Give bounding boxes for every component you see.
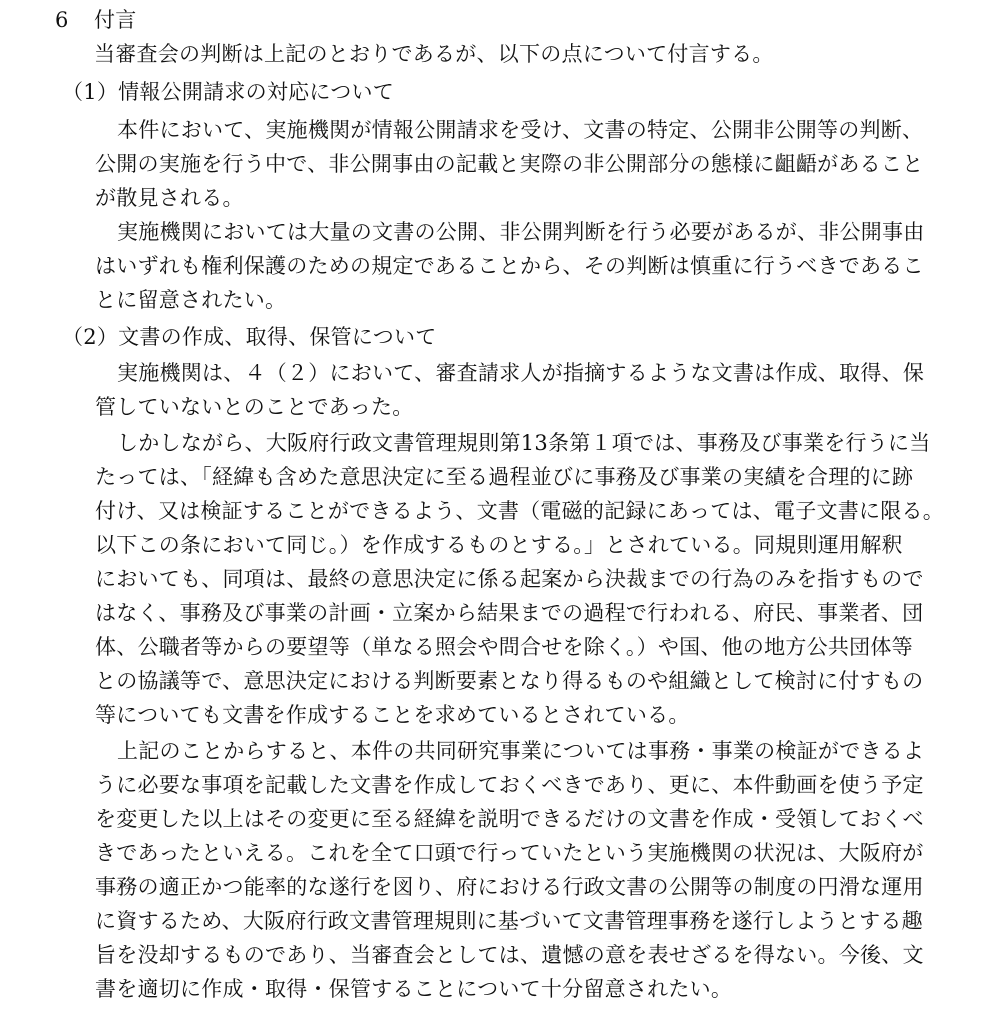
subsection-heading: （1）情報公開請求の対応について [62,80,394,104]
paragraph-line: しかしながら、大阪府行政文書管理規則第13条第１項では、事務及び事業を行うに当 [117,431,931,455]
paragraph-line: 書を適切に作成・取得・保管することについて十分留意されたい。 [95,977,733,1001]
paragraph-line: 上記のことからすると、本件の共同研究事業については事務・事業の検証ができるよ [117,739,925,763]
paragraph-line: うに必要な事項を記載した文書を作成しておくべきであり、更に、本件動画を使う予定 [95,773,924,797]
paragraph-line: に資するため、大阪府行政文書管理規則に基づいて文書管理事務を遂行しようとする趣 [95,909,923,933]
paragraph-line: が散見される。 [95,186,244,210]
paragraph-line: 体、公職者等からの要望等（単なる照会や問合せを除く。）や国、他の地方公共団体等 [95,635,913,659]
section-intro: 当審査会の判断は上記のとおりであるが、以下の点について付言する。 [94,42,774,66]
section-number: 6 [55,8,69,32]
paragraph-line: 旨を没却するものであり、当審査会としては、遺憾の意を表せざるを得ない。今後、文 [95,943,924,967]
paragraph-line: 付け、又は検証することができるよう、文書（電磁的記録にあっては、電子文書に限る。 [95,499,944,523]
paragraph-line: 管していないとのことであった。 [95,395,414,419]
paragraph-line: 実施機関においては大量の文書の公開、非公開判断を行う必要があるが、非公開事由 [117,220,925,244]
paragraph-line: きであったといえる。これを全て口頭で行っていたという実施機関の状況は、大阪府が [95,841,924,865]
paragraph-line: 等についても文書を作成することを求めているとされている。 [95,703,690,727]
paragraph-line: 事務の適正かつ能率的な遂行を図り、府における行政文書の公開等の制度の円滑な運用 [95,875,924,899]
paragraph-line: とに留意されたい。 [95,288,287,312]
paragraph-line: たっては、「経緯も含めた意思決定に至る過程並びに事務及び事業の実績を合理的に跡 [95,465,914,489]
paragraph-line: 実施機関は、４（２）において、審査請求人が指摘するような文書は作成、取得、保 [117,361,925,385]
paragraph-line: を変更した以上はその変更に至る経緯を説明できるだけの文書を作成・受領しておくべ [95,807,924,831]
paragraph-line: はいずれも権利保護のための規定であることから、その判断は慎重に行うべきであるこ [95,254,924,278]
paragraph-line: 公開の実施を行う中で、非公開事由の記載と実際の非公開部分の態様に齟齬があること [95,152,924,176]
paragraph-line: はなく、事務及び事業の計画・立案から結果までの過程で行われる、府民、事業者、団 [95,601,924,625]
subsection-heading: （2）文書の作成、取得、保管について [62,325,437,349]
section-title: 付言 [94,8,137,32]
paragraph-line: 以下この条において同じ。）を作成するものとする。」とされている。同規則運用解釈 [95,533,903,557]
paragraph-line: においても、同項は、最終の意思決定に係る起案から決裁までの行為のみを指すもので [95,567,924,591]
paragraph-line: 本件において、実施機関が情報公開請求を受け、文書の特定、公開非公開等の判断、 [117,118,924,142]
paragraph-line: との協議等で、意思決定における判断要素となり得るものや組織として検討に付すもの [95,669,924,693]
